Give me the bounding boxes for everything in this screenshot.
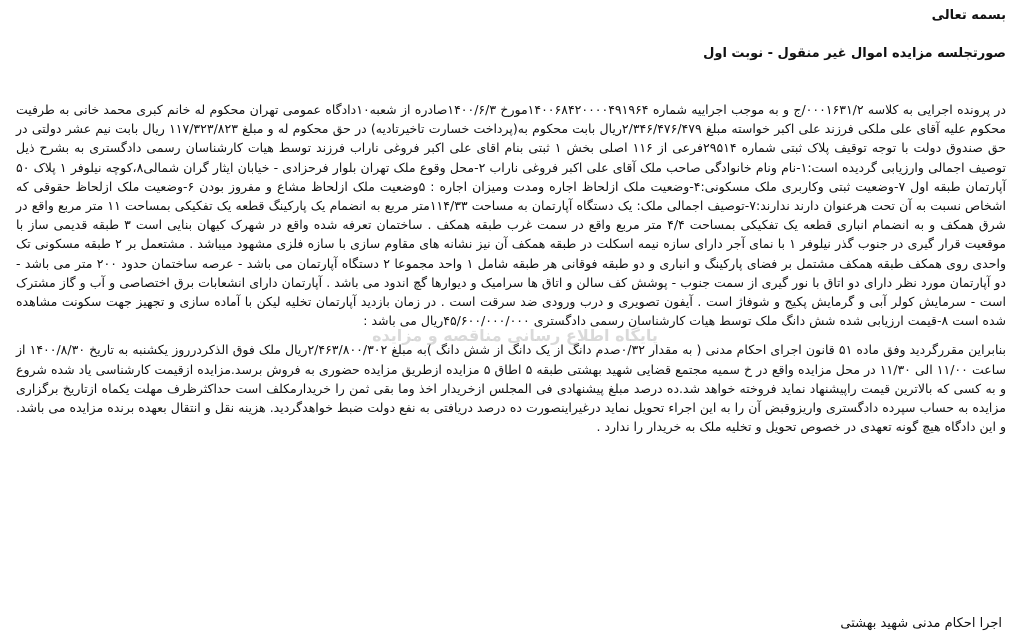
page-title: صورتجلسه مزایده اموال غیر منقول - نوبت اول [703,46,1006,61]
case-description-paragraph: در پرونده اجرایی به کلاسه ۰۰۰۱۶۳۱/۲/ج و به موجب اجراییه شماره ۱۴۰۰۶۸۴۲۰۰۰۰۴۹۱۹۶۴مورخ ۱۴۰۰/۶/۳صادره از شعبه۱۰دادگاه عمومی تهران محکوم له خانم کبری محمد خانی به طرفیت محکوم علیه آقای علی ملکی فرزند علی اکبر خواسته مبلغ ۲/۳۴۶/۴۷۶/۴۷۹ریال بابت محکوم به(پرداخت خسارت تاخیرتادیه) در حق محکوم له و مبلغ ۱۱۷/۳۲۳/۸۲۳ ریال بابت نیم عشر دولتی در حق صندوق دولت با توجه توقیف پلاک ثبتی شماره ۲۹۵۱۴فرعی از ۱۱۶ اصلی بخش ۱ ثبتی بنام اقای علی اکبر فروغی ناراب فرزند توسط هیات کارشناسان رسمی دادگستری به بشرح ذیل توصیف اجمالی وارزیابی گردیده است:۱-نام ونام خانوادگی صاحب ملک آقای علی اکبر فروغی ناراب ۲-محل وقوع ملک تهران بلوار فرحزادی - خیابان ایثار گران شمالی۸،کوچه نیلوفر ۱ پلاک ۵۰ آپارتمان طبقه اول ۷-وضعیت ثبتی وکاربری ملک مسکونی:۴-وضعیت ملک ازلحاظ اجاره ومدت ومیزان اجاره : ۵وضعیت ملک ازلحاظ مشاع و مفروز بودن ۶-وضعیت ملک ازلحاظ حقوقی که اشخاص نسبت به آن تحت هرعنوان دارند ندارند:۷-توصیف اجمالی ملک: یک دستگاه آپارتمان به مساحت ۱۱۴/۳۳متر مربع به انضمام یک پارکینگ قطعه یک تفکیکی بمساحت ۱۱ متر مربع واقع در شرق همکف و به انضمام انباری قطعه یک تفکیکی بمساحت ۴/۴ متر مربع واقع در سمت غرب طبقه همکف . ساختمان تعرفه شده واقع در شهرک کیهان بنایی است ۳ طبقه قدیمی ساز با موقعیت قرار گیری در جنوب گذر نیلوفر ۱ با نمای آجر دارای سازه نیمه اسکلت در طبقه همکف آن نیز نشانه های مقاوم سازی با سازه فلزی مشهود میباشد . مشتعمل بر ۲ طبقه مسکونی تک واحدی روی همکف طبقه همکف مشتمل بر فضای پارکینگ و انباری و دو طبقه فوقانی هر طبقه شامل ۱ واحد مجموعا ۲ دستگاه آپارتمان می باشد - عرصه ساختمان حدود ۲۰۰ متر می باشد - دو آپارتمان مورد نظر دارای دو اتاق با نور گیری از سمت جنوب - پوشش کف سالن و اتاق ها سرامیک و دیوارها گچ اندود می باشد . آپارتمان دارای انشعابات برق اختصاصی و آب و گاز مشترک است - سرمایش کولر آبی و گرمایش پکیج و شوفاژ است . آیفون تصویری و درب ورودی ضد سرقت است . در زمان بازدید آپارتمان تخلیه لیکن با آماده سازی و تجهیز جهت سکونت مشاهده شده است ۸-قیمت ارزیابی شده شش دانگ ملک توسط هیات کارشناسان رسمی دادگستری ۴۵/۶۰۰/۰۰۰/۰۰۰ریال می باشد : [16,102,1006,329]
auction-terms-paragraph: بنابراین مقررگردید وفق ماده ۵۱ قانون اجرای احکام مدنی ( به مقدار ۰/۳۲صدم دانگ از یک دانگ از شش دانگ )به مبلغ ۲/۴۶۳/۸۰۰/۳۰۲ریال ملک فوق الذکردرروز یکشنبه به تاریخ ۱۴۰۰/۸/۳۰ از ساعت ۱۱/۰۰ الی ۱۱/۳۰ در محل مزایده واقع در خ سمیه مجتمع قضایی شهید بهشتی طبقه ۵ اطاق ۵ مزایده ازطریق مزایده حضوری به فروش برسد.مزایده ازقیمت کارشناسی یاد شده شروع و به کسی که بالاترین قیمت راپیشنهاد نماید فروخته خواهد شد.ده درصد مبلغ پیشنهادی فی المجلس ازخریدار اخذ وما بقی ثمن را خریدارمکلف است حداکثرظرف مهلت یکماه ازتاریخ برگزاری مزایده به حساب سپرده دادگستری واریزوقبض آن را به این اجراء تحویل نماید درغیراینصورت ده درصد دریافتی به نفع دولت ضبط خواهدگردید. هزینه نقل و انتقال بعهده برنده مزایده می باشد. و این دادگاه هیچ گونه تعهدی در خصوص تحویل و تخلیه ملک به خریدار را ندارد . [16,342,1007,435]
bismillah-heading: بسمه تعالی [931,8,1006,23]
document-page [14,6,1010,638]
signature-line: اجرا احکام مدنی شهید بهشتی [840,616,1002,631]
watermark-text: پایگاه اطلاع رسانی مناقصه و مزایده [372,326,658,345]
